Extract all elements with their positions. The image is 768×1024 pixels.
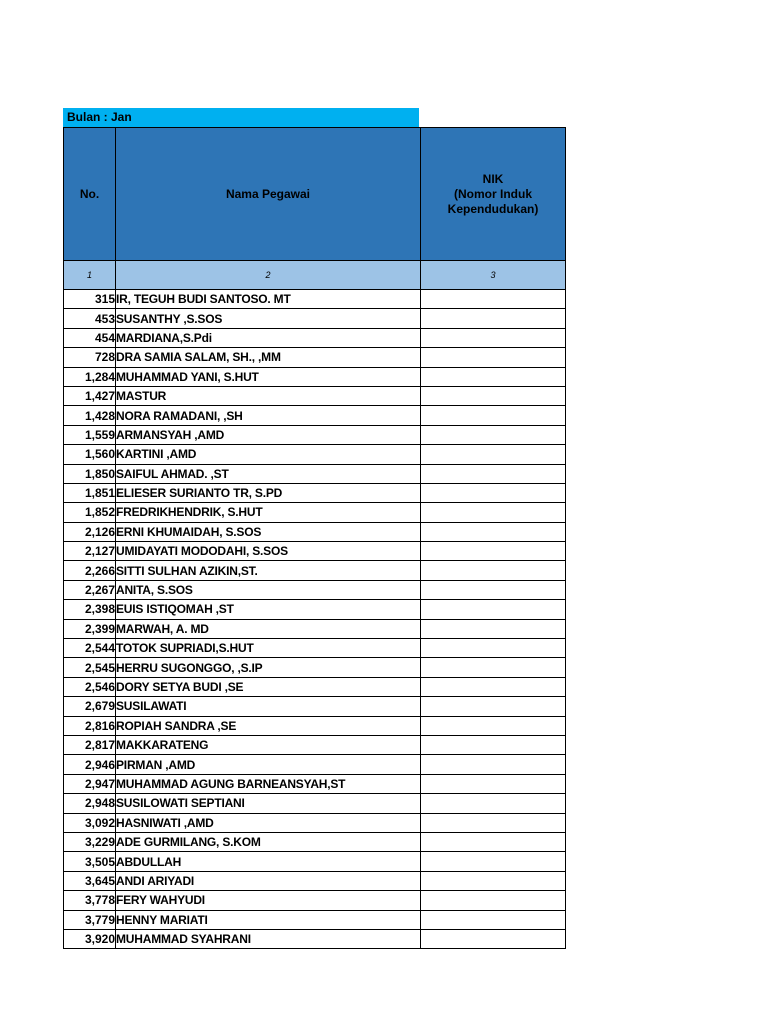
nik-cell[interactable] [421,794,566,813]
nik-cell[interactable] [421,561,566,580]
no-cell[interactable]: 2,947 [64,774,116,793]
table-row [64,755,566,774]
nik-cell[interactable] [421,832,566,851]
header-nama-pegawai: Nama Pegawai [116,128,421,261]
table-row [64,406,566,425]
no-cell[interactable]: 1,850 [64,464,116,483]
table-row [64,639,566,658]
no-cell[interactable]: 3,645 [64,871,116,890]
table-row [64,677,566,696]
table-row [64,716,566,735]
no-cell[interactable]: 2,544 [64,639,116,658]
no-cell[interactable]: 1,428 [64,406,116,425]
table-row [64,542,566,561]
header-row [64,128,566,261]
nik-cell[interactable] [421,464,566,483]
no-cell[interactable]: 454 [64,328,116,347]
nik-cell[interactable] [421,813,566,832]
no-cell[interactable]: 2,545 [64,658,116,677]
nik-cell[interactable] [421,348,566,367]
table-row [64,561,566,580]
no-cell[interactable]: 2,679 [64,697,116,716]
table-row [64,832,566,851]
name-cell[interactable]: DRA SAMIA SALAM, SH., ,MM [116,348,421,367]
no-cell[interactable]: 453 [64,309,116,328]
table-row [64,328,566,347]
table-row [64,929,566,948]
header-nik-line: Kependudukan) [447,201,539,216]
name-cell[interactable]: ERNI KHUMAIDAH, S.SOS [116,522,421,541]
nik-cell[interactable] [421,580,566,599]
table-row [64,483,566,502]
header-no: No. [64,128,116,261]
nik-cell[interactable] [421,910,566,929]
no-cell[interactable]: 3,779 [64,910,116,929]
table-row [64,309,566,328]
header-nik [421,128,566,261]
month-label: Bulan : Jan [63,108,419,127]
nik-cell[interactable] [421,542,566,561]
table-row [64,600,566,619]
nik-cell[interactable] [421,755,566,774]
nik-cell[interactable] [421,503,566,522]
table-row [64,464,566,483]
nik-cell[interactable] [421,871,566,890]
name-cell[interactable]: ROPIAH SANDRA ,SE [116,716,421,735]
no-cell[interactable]: 2,546 [64,677,116,696]
table-row [64,871,566,890]
name-cell[interactable]: TOTOK SUPRIADI,S.HUT [116,639,421,658]
no-cell[interactable]: 2,816 [64,716,116,735]
name-cell[interactable]: MUHAMMAD AGUNG BARNEANSYAH,ST [116,774,421,793]
nik-cell[interactable] [421,406,566,425]
table-row [64,774,566,793]
table-row [64,290,566,309]
name-cell[interactable]: ANITA, S.SOS [116,580,421,599]
no-cell[interactable]: 2,266 [64,561,116,580]
nik-cell[interactable] [421,658,566,677]
no-cell[interactable]: 3,229 [64,832,116,851]
name-cell[interactable]: ELIESER SURIANTO TR, S.PD [116,483,421,502]
table-row [64,852,566,871]
no-cell[interactable]: 315 [64,290,116,309]
name-cell[interactable]: ARMANSYAH ,AMD [116,425,421,444]
table-row [64,697,566,716]
table-row [64,386,566,405]
no-cell[interactable]: 2,399 [64,619,116,638]
name-cell[interactable]: KARTINI ,AMD [116,445,421,464]
name-cell[interactable]: MUHAMMAD YANI, S.HUT [116,367,421,386]
employee-table [63,127,566,949]
no-cell[interactable]: 2,126 [64,522,116,541]
nik-cell[interactable] [421,639,566,658]
table-row [64,348,566,367]
table-row [64,367,566,386]
table-row [64,425,566,444]
index-cell-3: 3 [421,261,566,290]
nik-cell[interactable] [421,290,566,309]
nik-cell[interactable] [421,891,566,910]
no-cell[interactable]: 2,398 [64,600,116,619]
table-row [64,522,566,541]
table-row [64,735,566,754]
name-cell[interactable]: MASTUR [116,386,421,405]
header-nik-line: (Nomor Induk [454,186,532,201]
nik-cell[interactable] [421,774,566,793]
no-cell[interactable]: 1,427 [64,386,116,405]
name-cell[interactable]: MARDIANA,S.Pdi [116,328,421,347]
no-cell[interactable]: 1,284 [64,367,116,386]
index-cell-1: 1 [64,261,116,290]
no-cell[interactable]: 1,852 [64,503,116,522]
nik-cell[interactable] [421,852,566,871]
name-cell[interactable]: IR, TEGUH BUDI SANTOSO. MT [116,290,421,309]
table-row [64,910,566,929]
no-cell[interactable]: 2,127 [64,542,116,561]
nik-cell[interactable] [421,522,566,541]
no-cell[interactable]: 1,560 [64,445,116,464]
nik-cell[interactable] [421,367,566,386]
nik-cell[interactable] [421,309,566,328]
no-cell[interactable]: 2,948 [64,794,116,813]
index-cell-2: 2 [116,261,421,290]
name-cell[interactable]: SUSILAWATI [116,697,421,716]
nik-cell[interactable] [421,328,566,347]
table-row [64,891,566,910]
no-cell[interactable]: 2,267 [64,580,116,599]
nik-cell[interactable] [421,445,566,464]
name-cell[interactable]: FERY WAHYUDI [116,891,421,910]
table-row [64,794,566,813]
name-cell[interactable]: SUSANTHY ,S.SOS [116,309,421,328]
name-cell[interactable]: SITTI SULHAN AZIKIN,ST. [116,561,421,580]
name-cell[interactable]: MAKKARATENG [116,735,421,754]
no-cell[interactable]: 2,817 [64,735,116,754]
name-cell[interactable]: EUIS ISTIQOMAH ,ST [116,600,421,619]
name-cell[interactable]: ADE GURMILANG, S.KOM [116,832,421,851]
name-cell[interactable]: ABDULLAH [116,852,421,871]
no-cell[interactable]: 1,851 [64,483,116,502]
no-cell[interactable]: 3,505 [64,852,116,871]
table-row [64,658,566,677]
name-cell[interactable]: MARWAH, A. MD [116,619,421,638]
name-cell[interactable]: SUSILOWATI SEPTIANI [116,794,421,813]
name-cell[interactable]: PIRMAN ,AMD [116,755,421,774]
name-cell[interactable]: MUHAMMAD SYAHRANI [116,929,421,948]
no-cell[interactable]: 2,946 [64,755,116,774]
table-row [64,813,566,832]
no-cell[interactable]: 3,920 [64,929,116,948]
nik-cell[interactable] [421,425,566,444]
name-cell[interactable]: ANDI ARIYADI [116,871,421,890]
nik-cell[interactable] [421,483,566,502]
nik-cell[interactable] [421,619,566,638]
name-cell[interactable]: FREDRIKHENDRIK, S.HUT [116,503,421,522]
no-cell[interactable]: 1,559 [64,425,116,444]
index-row [64,261,566,290]
header-nik-line: NIK [482,171,504,186]
nik-cell[interactable] [421,600,566,619]
name-cell[interactable]: DORY SETYA BUDI ,SE [116,677,421,696]
name-cell[interactable]: HENNY MARIATI [116,910,421,929]
nik-cell[interactable] [421,735,566,754]
name-cell[interactable]: HASNIWATI ,AMD [116,813,421,832]
nik-cell[interactable] [421,386,566,405]
table-row [64,580,566,599]
table-row [64,503,566,522]
name-cell[interactable]: HERRU SUGONGGO, ,S.IP [116,658,421,677]
name-cell[interactable]: SAIFUL AHMAD. ,ST [116,464,421,483]
no-cell[interactable]: 3,778 [64,891,116,910]
no-cell[interactable]: 3,092 [64,813,116,832]
table-row [64,445,566,464]
name-cell[interactable]: NORA RAMADANI, ,SH [116,406,421,425]
name-cell[interactable]: UMIDAYATI MODODAHI, S.SOS [116,542,421,561]
nik-cell[interactable] [421,677,566,696]
no-cell[interactable]: 728 [64,348,116,367]
nik-cell[interactable] [421,929,566,948]
table-body [64,290,566,949]
table-row [64,619,566,638]
nik-cell[interactable] [421,697,566,716]
nik-cell[interactable] [421,716,566,735]
